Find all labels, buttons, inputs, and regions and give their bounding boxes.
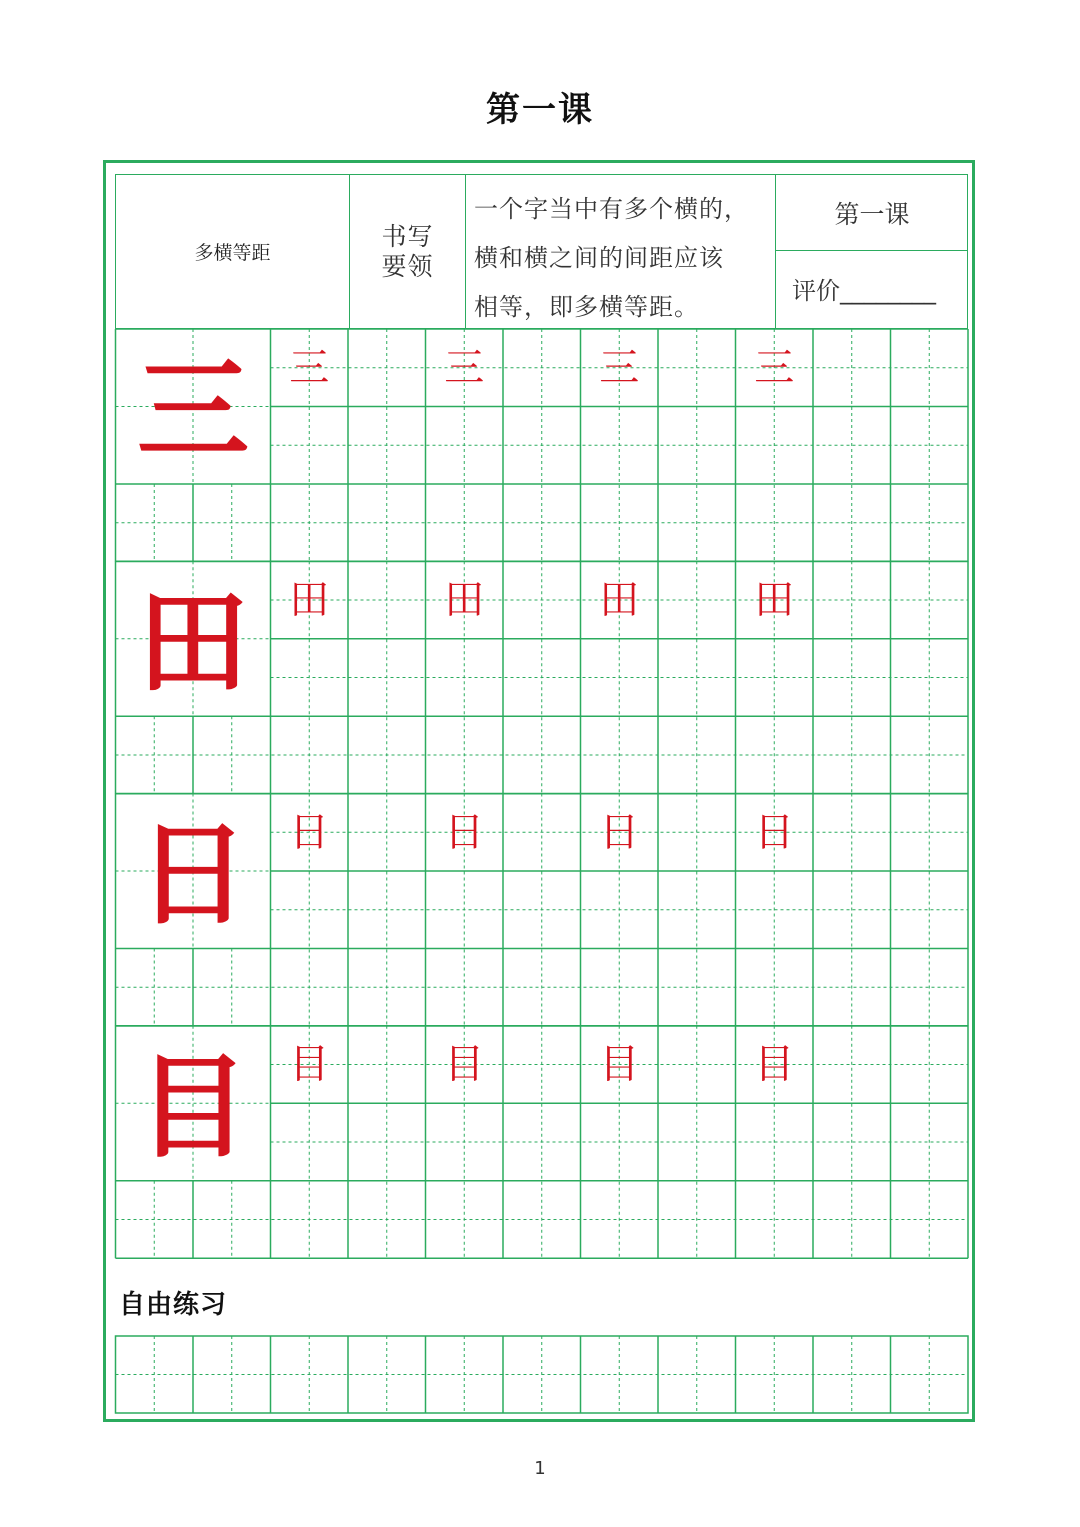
free-practice-label: 自由练习 — [119, 1290, 228, 1320]
sample-character-large: 目 — [137, 1041, 249, 1173]
method-label-line1: 书写 — [381, 221, 434, 251]
sample-character-trace: 日 — [444, 809, 485, 856]
sample-character-trace: 日 — [599, 809, 640, 856]
page-number: 1 — [534, 1458, 546, 1479]
sample-character-trace: 田 — [754, 577, 795, 623]
method-text-line: 相等，即多横等距。 — [474, 293, 699, 321]
method-text-line: 一个字当中有多个横的， — [474, 195, 749, 223]
sample-character-trace: 目 — [289, 1041, 330, 1088]
sample-character-trace: 田 — [289, 577, 330, 623]
sample-character-trace: 三 — [754, 344, 795, 391]
sample-character-large: 三 — [137, 345, 249, 476]
method-text-line: 横和横之间的间距应该 — [474, 244, 724, 272]
sample-character-trace: 田 — [444, 577, 485, 623]
sample-character-trace: 三 — [444, 344, 485, 391]
lesson-box-title: 第一课 — [776, 175, 968, 251]
method-label-line2: 要领 — [381, 251, 434, 281]
sample-character-trace: 目 — [599, 1041, 640, 1088]
sample-character-trace: 日 — [754, 809, 795, 856]
page-title: 第一课 — [486, 90, 594, 130]
sample-character-large: 日 — [137, 809, 249, 941]
sample-character-trace: 目 — [444, 1041, 485, 1088]
sample-character-trace: 目 — [754, 1041, 795, 1088]
sample-character-trace: 三 — [599, 344, 640, 391]
evaluation-field[interactable]: 评价________ — [792, 277, 936, 305]
sample-character-large: 田 — [137, 577, 249, 709]
lesson-name: 多横等距 — [116, 175, 350, 328]
sample-character-trace: 三 — [289, 344, 330, 391]
sample-character-trace: 田 — [599, 577, 640, 623]
sample-character-trace: 日 — [289, 809, 330, 856]
